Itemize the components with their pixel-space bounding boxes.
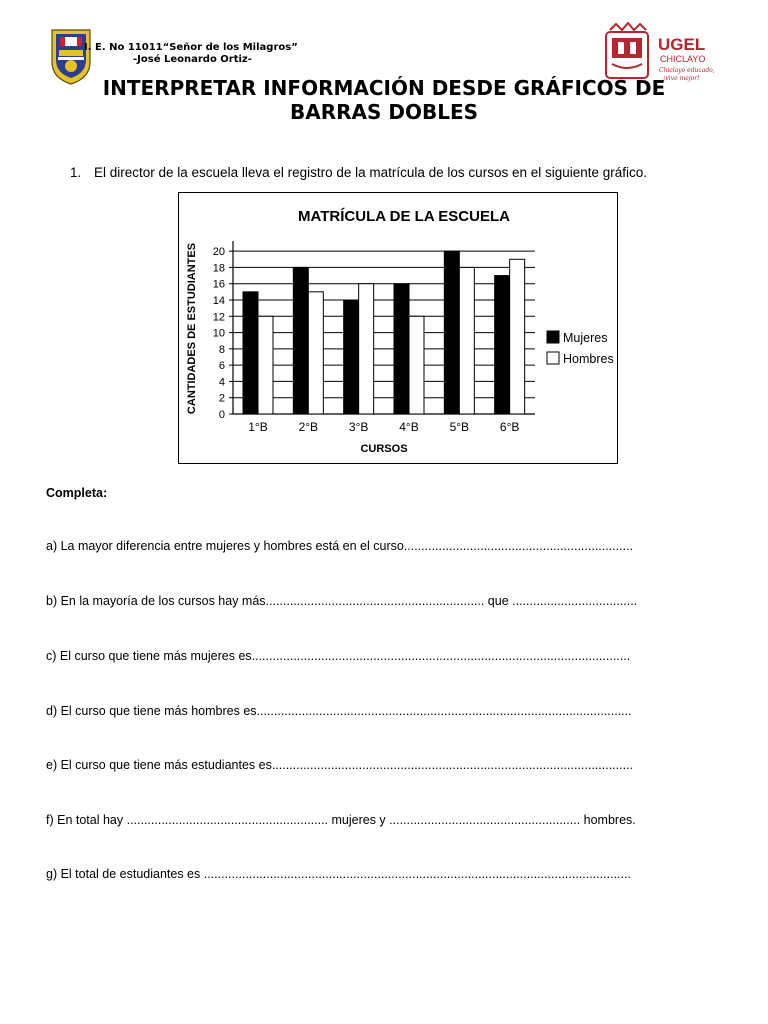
ugel-name: UGEL <box>658 35 706 54</box>
exercise-item: g) El total de estudiantes es ........................................................................................................................... <box>46 867 631 881</box>
chart-bar-hombres <box>459 267 474 414</box>
ugel-emblem-icon <box>606 23 648 78</box>
chart-y-axis-label: CANTIDADES DE ESTUDIANTES <box>186 242 198 415</box>
chart-x-tick-label: 5°B <box>449 420 470 434</box>
chart-y-tick-label: 20 <box>212 246 225 259</box>
chart-y-tick-label: 0 <box>218 409 225 421</box>
legend-label-mujeres: Mujeres <box>563 331 608 345</box>
question-text: El director de la escuela lleva el registro de la matrícula de los cursos en el siguiente gráfico. <box>94 165 648 180</box>
chart-y-tick-label: 8 <box>218 343 225 356</box>
school-name: I. E. No 11011“Señor de los Milagros” <box>84 42 298 53</box>
exercise-item: d) El curso que tiene más hombres es............................................................................................................ <box>46 704 632 718</box>
enrollment-chart <box>178 192 618 464</box>
chart-y-tick-label: 6 <box>218 360 225 373</box>
chart-bar-mujeres <box>444 251 459 414</box>
chart-y-tick-label: 10 <box>212 327 225 340</box>
chart-y-tick-label: 16 <box>212 278 225 291</box>
chart-bar-mujeres <box>344 300 359 414</box>
page-title-line2: BARRAS DOBLES <box>289 100 479 124</box>
chart-x-axis-label: CURSOS <box>360 443 408 455</box>
completa-label: Completa: <box>46 486 108 500</box>
chart-title: MATRÍCULA DE LA ESCUELA <box>298 208 510 225</box>
ugel-logo <box>600 22 726 84</box>
exercise-item: e) El curso que tiene más estudiantes es........................................................................................................ <box>46 758 633 772</box>
question-1 <box>70 165 647 180</box>
chart-y-tick-label: 2 <box>218 392 225 405</box>
ugel-slogan-line2: ¡vive mejor! <box>663 75 700 82</box>
chart-x-tick-label: 1°B <box>248 420 268 434</box>
chart-y-tick-label: 12 <box>212 311 225 324</box>
chart-canvas <box>179 193 619 465</box>
page-title-line1: INTERPRETAR INFORMACIÓN DESDE GRÁFICOS DE <box>102 76 666 100</box>
ugel-city: CHICLAYO <box>660 54 706 64</box>
legend-swatch-hombres <box>547 352 559 364</box>
chart-bar-mujeres <box>243 292 258 414</box>
chart-bar-mujeres <box>293 267 308 414</box>
page-title <box>60 76 708 124</box>
chart-x-tick-label: 3°B <box>348 420 369 434</box>
chart-bar-hombres <box>359 284 374 414</box>
chart-bar-hombres <box>510 259 525 414</box>
legend-label-hombres: Hombres <box>563 352 614 366</box>
chart-bar-hombres <box>409 316 424 414</box>
chart-bar-mujeres <box>394 284 409 414</box>
chart-x-tick-label: 4°B <box>399 420 419 434</box>
school-subtitle: -José Leonardo Ortiz- <box>133 54 252 65</box>
chart-y-tick-label: 18 <box>212 262 225 275</box>
exercise-item: f) En total hay .......................................................... mujeres y ....................................................... hombres. <box>46 813 636 827</box>
ugel-slogan-line1: Chiclayo educado, <box>659 67 715 74</box>
chart-y-tick-label: 4 <box>218 376 225 389</box>
exercise-item: b) En la mayoría de los cursos hay más............................................................... que .................................... <box>46 594 638 608</box>
chart-bar-hombres <box>258 316 273 414</box>
chart-x-tick-label: 6°B <box>499 420 520 434</box>
question-number: 1. <box>70 165 82 180</box>
chart-bar-mujeres <box>495 276 510 414</box>
exercise-item: a) La mayor diferencia entre mujeres y hombres está en el curso.................................................................. <box>46 539 634 553</box>
chart-x-tick-label: 2°B <box>298 420 319 434</box>
legend-swatch-mujeres <box>547 331 559 343</box>
chart-bar-hombres <box>308 292 323 414</box>
chart-y-tick-label: 14 <box>212 295 225 307</box>
exercise-item: c) El curso que tiene más mujeres es............................................................................................................. <box>46 649 631 663</box>
